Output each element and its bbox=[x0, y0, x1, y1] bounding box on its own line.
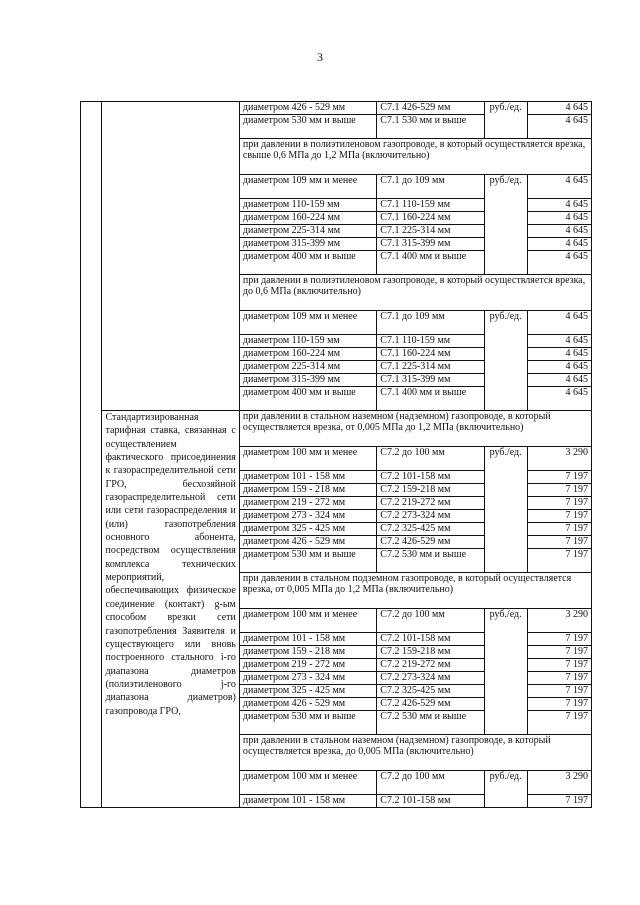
rate-value: 4 645 bbox=[527, 251, 591, 275]
rate-value: 3 290 bbox=[527, 447, 591, 471]
diameter-cell: диаметром 426 - 529 мм bbox=[239, 698, 376, 711]
code-cell: С7.2 325-425 мм bbox=[377, 685, 484, 698]
table-row bbox=[81, 102, 592, 115]
group-header: при давлении в полиэтиленовом газопроводе, в который осуществляется врезка, свыше 0,6 МПа до 1,2 МПа (включительно) bbox=[239, 139, 591, 175]
diameter-cell: диаметром 426 - 529 мм bbox=[239, 102, 376, 115]
group-header: при давлении в стальном наземном (надземном) газопроводе, в который осуществляется врезка, от 0,005 МПа до 1,2 МПа (включительно) bbox=[239, 411, 591, 447]
rate-value: 7 197 bbox=[527, 659, 591, 672]
unit-cell: руб./ед. bbox=[484, 609, 527, 735]
rate-value: 7 197 bbox=[527, 523, 591, 536]
diameter-cell: диаметром 101 - 158 мм bbox=[239, 633, 376, 646]
rate-value: 4 645 bbox=[527, 175, 591, 199]
rate-value: 4 645 bbox=[527, 225, 591, 238]
rate-value: 4 645 bbox=[527, 212, 591, 225]
code-cell: С7.2 101-158 мм bbox=[377, 471, 484, 484]
diameter-cell: диаметром 110-159 мм bbox=[239, 335, 376, 348]
code-cell: С7.1 530 мм и выше bbox=[377, 115, 484, 139]
diameter-cell: диаметром 109 мм и менее bbox=[239, 311, 376, 335]
unit-cell: руб./ед. bbox=[484, 102, 527, 139]
code-cell: С7.2 219-272 мм bbox=[377, 497, 484, 510]
code-cell: С7.2 101-158 мм bbox=[377, 633, 484, 646]
code-cell: С7.1 до 109 мм bbox=[377, 311, 484, 335]
rate-value: 7 197 bbox=[527, 536, 591, 549]
diameter-cell: диаметром 159 - 218 мм bbox=[239, 484, 376, 497]
code-cell: С7.1 400 мм и выше bbox=[377, 251, 484, 275]
diameter-cell: диаметром 101 - 158 мм bbox=[239, 471, 376, 484]
rate-value: 4 645 bbox=[527, 115, 591, 139]
diameter-cell: диаметром 426 - 529 мм bbox=[239, 536, 376, 549]
group-header: при давлении в стальном наземном (надземном) газопроводе, в который осуществляется врезка, до 0,005 МПа (включительно) bbox=[239, 735, 591, 771]
group-header-row bbox=[81, 411, 592, 447]
code-cell: С7.1 400 мм и выше bbox=[377, 387, 484, 411]
code-cell: С7.1 426-529 мм bbox=[377, 102, 484, 115]
code-cell: С7.1 225-314 мм bbox=[377, 225, 484, 238]
code-cell: С7.2 530 мм и выше bbox=[377, 711, 484, 735]
diameter-cell: диаметром 325 - 425 мм bbox=[239, 523, 376, 536]
rate-value: 7 197 bbox=[527, 685, 591, 698]
rate-value: 7 197 bbox=[527, 646, 591, 659]
code-cell: С7.1 315-399 мм bbox=[377, 238, 484, 251]
rate-value: 7 197 bbox=[527, 510, 591, 523]
code-cell: С7.2 273-324 мм bbox=[377, 672, 484, 685]
rate-value: 3 290 bbox=[527, 609, 591, 633]
rate-value: 7 197 bbox=[527, 484, 591, 497]
rate-value: 7 197 bbox=[527, 698, 591, 711]
code-cell: С7.2 325-425 мм bbox=[377, 523, 484, 536]
code-cell: С7.2 426-529 мм bbox=[377, 536, 484, 549]
code-cell: С7.2 273-324 мм bbox=[377, 510, 484, 523]
code-cell: С7.2 159-218 мм bbox=[377, 646, 484, 659]
code-cell: С7.2 101-158 мм bbox=[377, 795, 484, 808]
diameter-cell: диаметром 530 мм и выше bbox=[239, 711, 376, 735]
diameter-cell: диаметром 100 мм и менее bbox=[239, 771, 376, 795]
rate-value: 3 290 bbox=[527, 771, 591, 795]
diameter-cell: диаметром 101 - 158 мм bbox=[239, 795, 376, 808]
diameter-cell: диаметром 100 мм и менее bbox=[239, 609, 376, 633]
diameter-cell: диаметром 315-399 мм bbox=[239, 238, 376, 251]
diameter-cell: диаметром 225-314 мм bbox=[239, 225, 376, 238]
rate-value: 4 645 bbox=[527, 348, 591, 361]
code-cell: С7.1 160-224 мм bbox=[377, 348, 484, 361]
diameter-cell: диаметром 219 - 272 мм bbox=[239, 659, 376, 672]
rate-value: 4 645 bbox=[527, 335, 591, 348]
rate-value: 4 645 bbox=[527, 374, 591, 387]
diameter-cell: диаметром 109 мм и менее bbox=[239, 175, 376, 199]
rate-value: 7 197 bbox=[527, 633, 591, 646]
code-cell: С7.1 315-399 мм bbox=[377, 374, 484, 387]
code-cell: С7.2 219-272 мм bbox=[377, 659, 484, 672]
diameter-cell: диаметром 530 мм и выше bbox=[239, 115, 376, 139]
description-cell: Стандартизированная тарифная ставка, связанная с осуществлением фактического присоединения к газораспределительной сети ГРО, бесхозяйной газораспределительной сети или сети газораспределения и (или) газопотребления основного абонента, посредством осуществления комплекса технических мероприятий, обеспечивающих физическое соединение (контакт) g-ым способом врезки сети газопотребления Заявителя и существующего или вновь построенного стального i-го диапазона диаметров (полиэтиленового j-го диапазона диаметров) газопровода ГРО, bbox=[102, 411, 239, 808]
code-cell: С7.1 110-159 мм bbox=[377, 335, 484, 348]
diameter-cell: диаметром 160-224 мм bbox=[239, 212, 376, 225]
code-cell: С7.2 до 100 мм bbox=[377, 447, 484, 471]
rate-value: 4 645 bbox=[527, 387, 591, 411]
diameter-cell: диаметром 100 мм и менее bbox=[239, 447, 376, 471]
diameter-cell: диаметром 160-224 мм bbox=[239, 348, 376, 361]
rate-value: 4 645 bbox=[527, 361, 591, 374]
code-cell: С7.2 159-218 мм bbox=[377, 484, 484, 497]
code-cell: С7.1 110-159 мм bbox=[377, 199, 484, 212]
diameter-cell: диаметром 400 мм и выше bbox=[239, 251, 376, 275]
rate-value: 4 645 bbox=[527, 102, 591, 115]
rate-value: 7 197 bbox=[527, 471, 591, 484]
code-cell: С7.2 530 мм и выше bbox=[377, 549, 484, 573]
code-cell: С7.1 до 109 мм bbox=[377, 175, 484, 199]
page-number: 3 bbox=[317, 50, 323, 64]
diameter-cell: диаметром 325 - 425 мм bbox=[239, 685, 376, 698]
rate-value: 7 197 bbox=[527, 497, 591, 510]
code-cell: С7.1 160-224 мм bbox=[377, 212, 484, 225]
group-header: при давлении в стальном подземном газопроводе, в который осуществляется врезка, от 0,005 МПа до 1,2 МПа (включительно) bbox=[239, 573, 591, 609]
unit-cell: руб./ед. bbox=[484, 447, 527, 573]
code-cell: С7.2 до 100 мм bbox=[377, 771, 484, 795]
rate-value: 7 197 bbox=[527, 795, 591, 808]
rate-value: 7 197 bbox=[527, 549, 591, 573]
rate-value: 4 645 bbox=[527, 311, 591, 335]
diameter-cell: диаметром 530 мм и выше bbox=[239, 549, 376, 573]
code-cell: С7.2 426-529 мм bbox=[377, 698, 484, 711]
code-cell: С7.1 225-314 мм bbox=[377, 361, 484, 374]
group-header: при давлении в полиэтиленовом газопроводе, в который осуществляется врезка, до 0,6 МПа (включительно) bbox=[239, 275, 591, 311]
rate-value: 7 197 bbox=[527, 711, 591, 735]
unit-cell: руб./ед. bbox=[484, 311, 527, 411]
diameter-cell: диаметром 159 - 218 мм bbox=[239, 646, 376, 659]
unit-cell: руб./ед. bbox=[484, 175, 527, 275]
diameter-cell: диаметром 273 - 324 мм bbox=[239, 672, 376, 685]
tariff-table bbox=[80, 101, 592, 808]
diameter-cell: диаметром 400 мм и выше bbox=[239, 387, 376, 411]
number-cell bbox=[81, 102, 102, 808]
diameter-cell: диаметром 315-399 мм bbox=[239, 374, 376, 387]
rate-value: 4 645 bbox=[527, 199, 591, 212]
code-cell: С7.2 до 100 мм bbox=[377, 609, 484, 633]
unit-cell: руб./ед. bbox=[484, 771, 527, 808]
diameter-cell: диаметром 219 - 272 мм bbox=[239, 497, 376, 510]
diameter-cell: диаметром 225-314 мм bbox=[239, 361, 376, 374]
rate-value: 4 645 bbox=[527, 238, 591, 251]
diameter-cell: диаметром 110-159 мм bbox=[239, 199, 376, 212]
rate-value: 7 197 bbox=[527, 672, 591, 685]
diameter-cell: диаметром 273 - 324 мм bbox=[239, 510, 376, 523]
description-cell-top bbox=[102, 102, 239, 411]
